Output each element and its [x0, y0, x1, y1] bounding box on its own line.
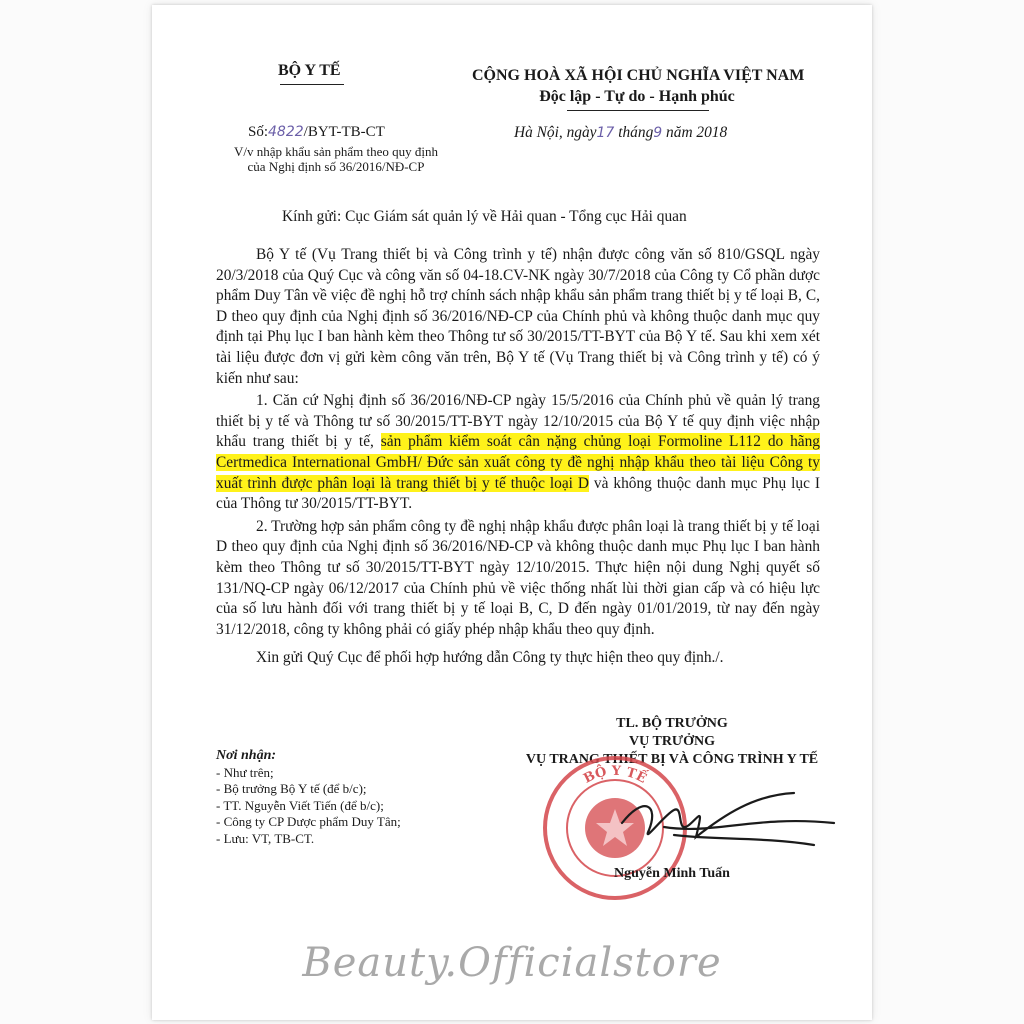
doc-number-prefix: Số: — [248, 124, 269, 140]
recipient-item: - Lưu: VT, TB-CT. — [216, 830, 315, 846]
document-number — [248, 124, 385, 141]
date-month-word: tháng — [618, 124, 654, 141]
national-motto: Độc lập - Tự do - Hạnh phúc — [539, 88, 735, 105]
paragraph-item-1 — [216, 391, 820, 515]
paragraph-closing: Xin gửi Quý Cục để phối hợp hướng dẫn Công ty thực hiện theo quy định./. — [256, 649, 724, 667]
date-day-handwritten: 17 — [596, 125, 615, 141]
date-prefix: Hà Nội, ngày — [514, 124, 597, 141]
recipient-item: - Công ty CP Dược phẩm Duy Tân; — [216, 814, 401, 829]
recipient-item: - Như trên; — [216, 764, 274, 780]
paragraph-item-2: 2. Trường hợp sản phẩm công ty đề nghị nhập khẩu được phân loại là trang thiết bị y tế loại D theo quy định của Nghị định số 36/2016/NĐ-CP và không thuộc danh mục Phụ lục I ban hành kèm theo Thông tư số 30/2015/TT-BYT ngày 12/10/2015. Thực hiện nội dung Nghị quyết số 131/NQ-CP ngày 06/12/2017 của Chính phủ về việc thống nhất lùi thời gian cấp và có hiệu lực của số lưu hành đối với trang thiết bị y tế loại B, C, D đến ngày 01/01/2019, từ nay đến ngày 31/12/2018, công ty không phải có giấy phép nhập khẩu theo quy định. — [216, 517, 820, 638]
handwritten-signature — [604, 775, 844, 865]
document-page — [152, 5, 872, 1020]
recipients-block — [216, 748, 401, 847]
doc-number-handwritten: 4822 — [268, 124, 304, 140]
doc-number-suffix: /BYT-TB-CT — [303, 124, 385, 140]
country-name: CỘNG HOÀ XÃ HỘI CHỦ NGHĨA VIỆT NAM — [472, 67, 805, 84]
date-month-handwritten: 9 — [653, 125, 663, 141]
item-1-ending: và không thuộc danh mục Phụ lục I của Thông tư 30/2015/TT-BYT. — [216, 474, 820, 513]
watermark-text: Beauty.Officialstore — [302, 940, 722, 986]
signer-name: Nguyễn Minh Tuấn — [614, 866, 730, 881]
letter-body — [216, 245, 820, 669]
highlighted-product-text: sản phẩm kiểm soát cân nặng chủng loại Formoline L112 do hãng Certmedica International GmbH/ Đức sản xuất công ty đề nghị nhập khẩu theo tài liệu Công ty xuất trình được phân loại là trang thiết bị y tế thuộc loại D — [216, 433, 820, 492]
subject-line-1: V/v nhập khẩu sản phẩm theo quy định — [234, 144, 438, 159]
greeting-line: Kính gửi: Cục Giám sát quản lý về Hải quan - Tổng cục Hải quan — [282, 208, 687, 225]
ministry-underline — [280, 84, 344, 85]
stamp-text: BỘ Y TẾ — [581, 763, 649, 787]
motto-underline — [567, 110, 709, 111]
paragraph-intro: Bộ Y tế (Vụ Trang thiết bị và Công trình y tế) nhận được công văn số 810/GSQL ngày 20/3/2018 của Quý Cục và công văn số 04-18.CV-NK ngày 30/7/2018 của Công ty Cổ phần dược phẩm Duy Tân về việc đề nghị hỗ trợ chính sách nhập khẩu sản phẩm trang thiết bị y tế loại B, C, D theo quy định của Nghị định số 36/2016/NĐ-CP của Chính phủ và không thuộc danh mục quy định tại Phụ lục I ban hành kèm theo Thông tư số 30/2015/TT-BYT của Bộ Y tế. Sau khi xem xét tài liệu được đơn vị gửi kèm công văn trên, Bộ Y tế (Vụ Trang thiết bị và Công trình y tế) có ý kiến như sau: — [216, 246, 820, 387]
signer-title-1: TL. BỘ TRƯỞNG — [616, 716, 728, 731]
recipient-item: - Bộ trưởng Bộ Y tế (để b/c); — [216, 781, 367, 796]
recipient-item: - TT. Nguyễn Viết Tiến (để b/c); — [216, 797, 384, 813]
signer-title-2: VỤ TRƯỞNG — [629, 734, 715, 749]
date-year: năm 2018 — [666, 124, 728, 141]
signer-title-3: VỤ TRANG THIẾT BỊ VÀ CÔNG TRÌNH Y TẾ — [525, 752, 819, 767]
ministry-name: BỘ Y TẾ — [278, 62, 341, 79]
subject-line-2: của Nghị định số 36/2016/NĐ-CP — [247, 159, 425, 174]
recipients-title: Nơi nhận: — [216, 748, 277, 763]
item-1-text: 1. Căn cứ Nghị định số 36/2016/NĐ-CP ngày 15/5/2016 của Chính phủ về quản lý trang thiết bị y tế và Thông tư số 30/2015/TT-BYT ngày 12/10/2015 của Bộ Y tế quy định việc nhập khẩu trang thiết bị y tế, — [216, 392, 820, 451]
date-line — [514, 124, 727, 142]
